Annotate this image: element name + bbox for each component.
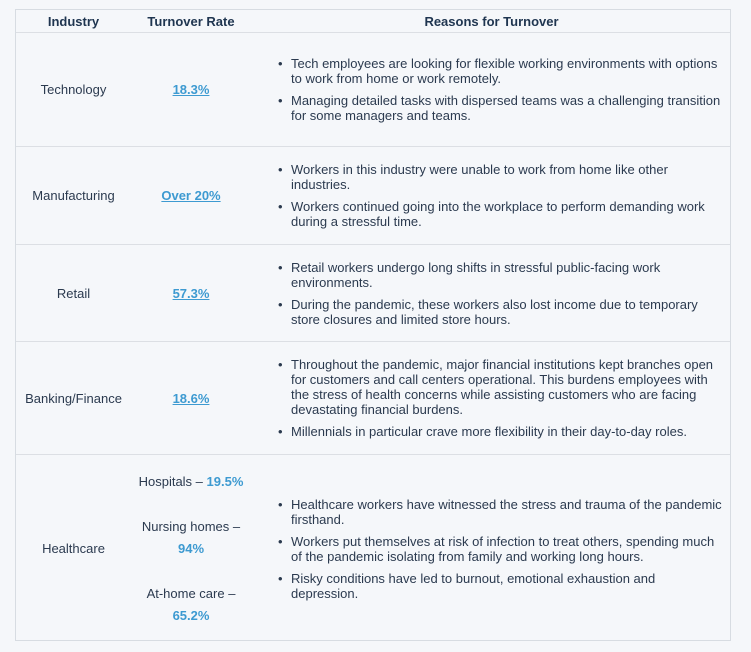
table-row (16, 454, 730, 642)
healthcare-rates (131, 455, 251, 642)
industry-name: Healthcare (42, 541, 105, 556)
industry-name: Technology (40, 82, 107, 97)
header-industry: Industry (47, 13, 100, 29)
table-row (16, 32, 730, 146)
reasons-cell (251, 33, 732, 146)
reason-item: • Healthcare workers have witnessed the stress and trauma of the pandemic firsthand. (291, 497, 732, 527)
reasons-cell (251, 342, 732, 454)
header-turnover-rate: Turnover Rate (147, 13, 235, 29)
rate-nursing-homes-label: Nursing homes – (141, 518, 241, 534)
rate-hospitals (139, 471, 244, 493)
industry-name: Retail (56, 285, 91, 301)
reason-item: • Retail workers undergo long shifts in stressful public-facing work environments. (291, 260, 732, 290)
table-row (16, 244, 730, 341)
reason-item: • Managing detailed tasks with dispersed teams was a challenging transition for some managers and teams. (291, 93, 732, 123)
rate-at-home-care-label: At-home care – (146, 585, 236, 601)
reason-item: • Workers put themselves at risk of infection to treat others, spending much of the pandemic isolating from family and working long hours. (291, 534, 732, 564)
table-header-row (16, 10, 730, 32)
rate-at-home-care-value: 65.2% (172, 607, 210, 623)
turnover-table (15, 9, 731, 641)
reason-item: • Risky conditions have led to burnout, emotional exhaustion and depression. (291, 571, 732, 601)
reason-item: • Millennials in particular crave more flexibility in their day-to-day roles. (291, 424, 732, 439)
industry-name: Banking/Finance (25, 390, 122, 406)
rate-label: Hospitals – (138, 473, 203, 489)
turnover-rate-link[interactable]: 18.3% (172, 82, 210, 97)
turnover-rate-link[interactable]: 18.6% (172, 390, 210, 406)
header-reasons: Reasons for Turnover (424, 13, 559, 29)
turnover-rate-link[interactable]: 57.3% (172, 285, 210, 301)
reasons-cell (251, 455, 732, 642)
reason-item: • Tech employees are looking for flexible working environments with options to work from home or work remotely. (291, 56, 732, 86)
reason-item: • Throughout the pandemic, major financial institutions kept branches open for customers and call centers operational. This burdens employees with the stress of health concerns while assisting customers who are facing devastating financial burdens. (291, 357, 732, 417)
reason-item: • During the pandemic, these workers also lost income due to temporary store closures and limited store hours. (291, 297, 732, 327)
rate-value: 19.5% (206, 473, 244, 489)
industry-name: Manufacturing (32, 188, 115, 203)
rate-nursing-homes-value: 94% (177, 540, 205, 556)
turnover-rate-link[interactable]: Over 20% (161, 188, 221, 203)
reasons-cell (251, 147, 732, 244)
table-row (16, 146, 730, 244)
reasons-cell (251, 245, 732, 341)
reason-item: • Workers in this industry were unable to work from home like other industries. (291, 162, 732, 192)
table-row (16, 341, 730, 454)
reason-item: • Workers continued going into the workplace to perform demanding work during a stressful time. (291, 199, 732, 229)
